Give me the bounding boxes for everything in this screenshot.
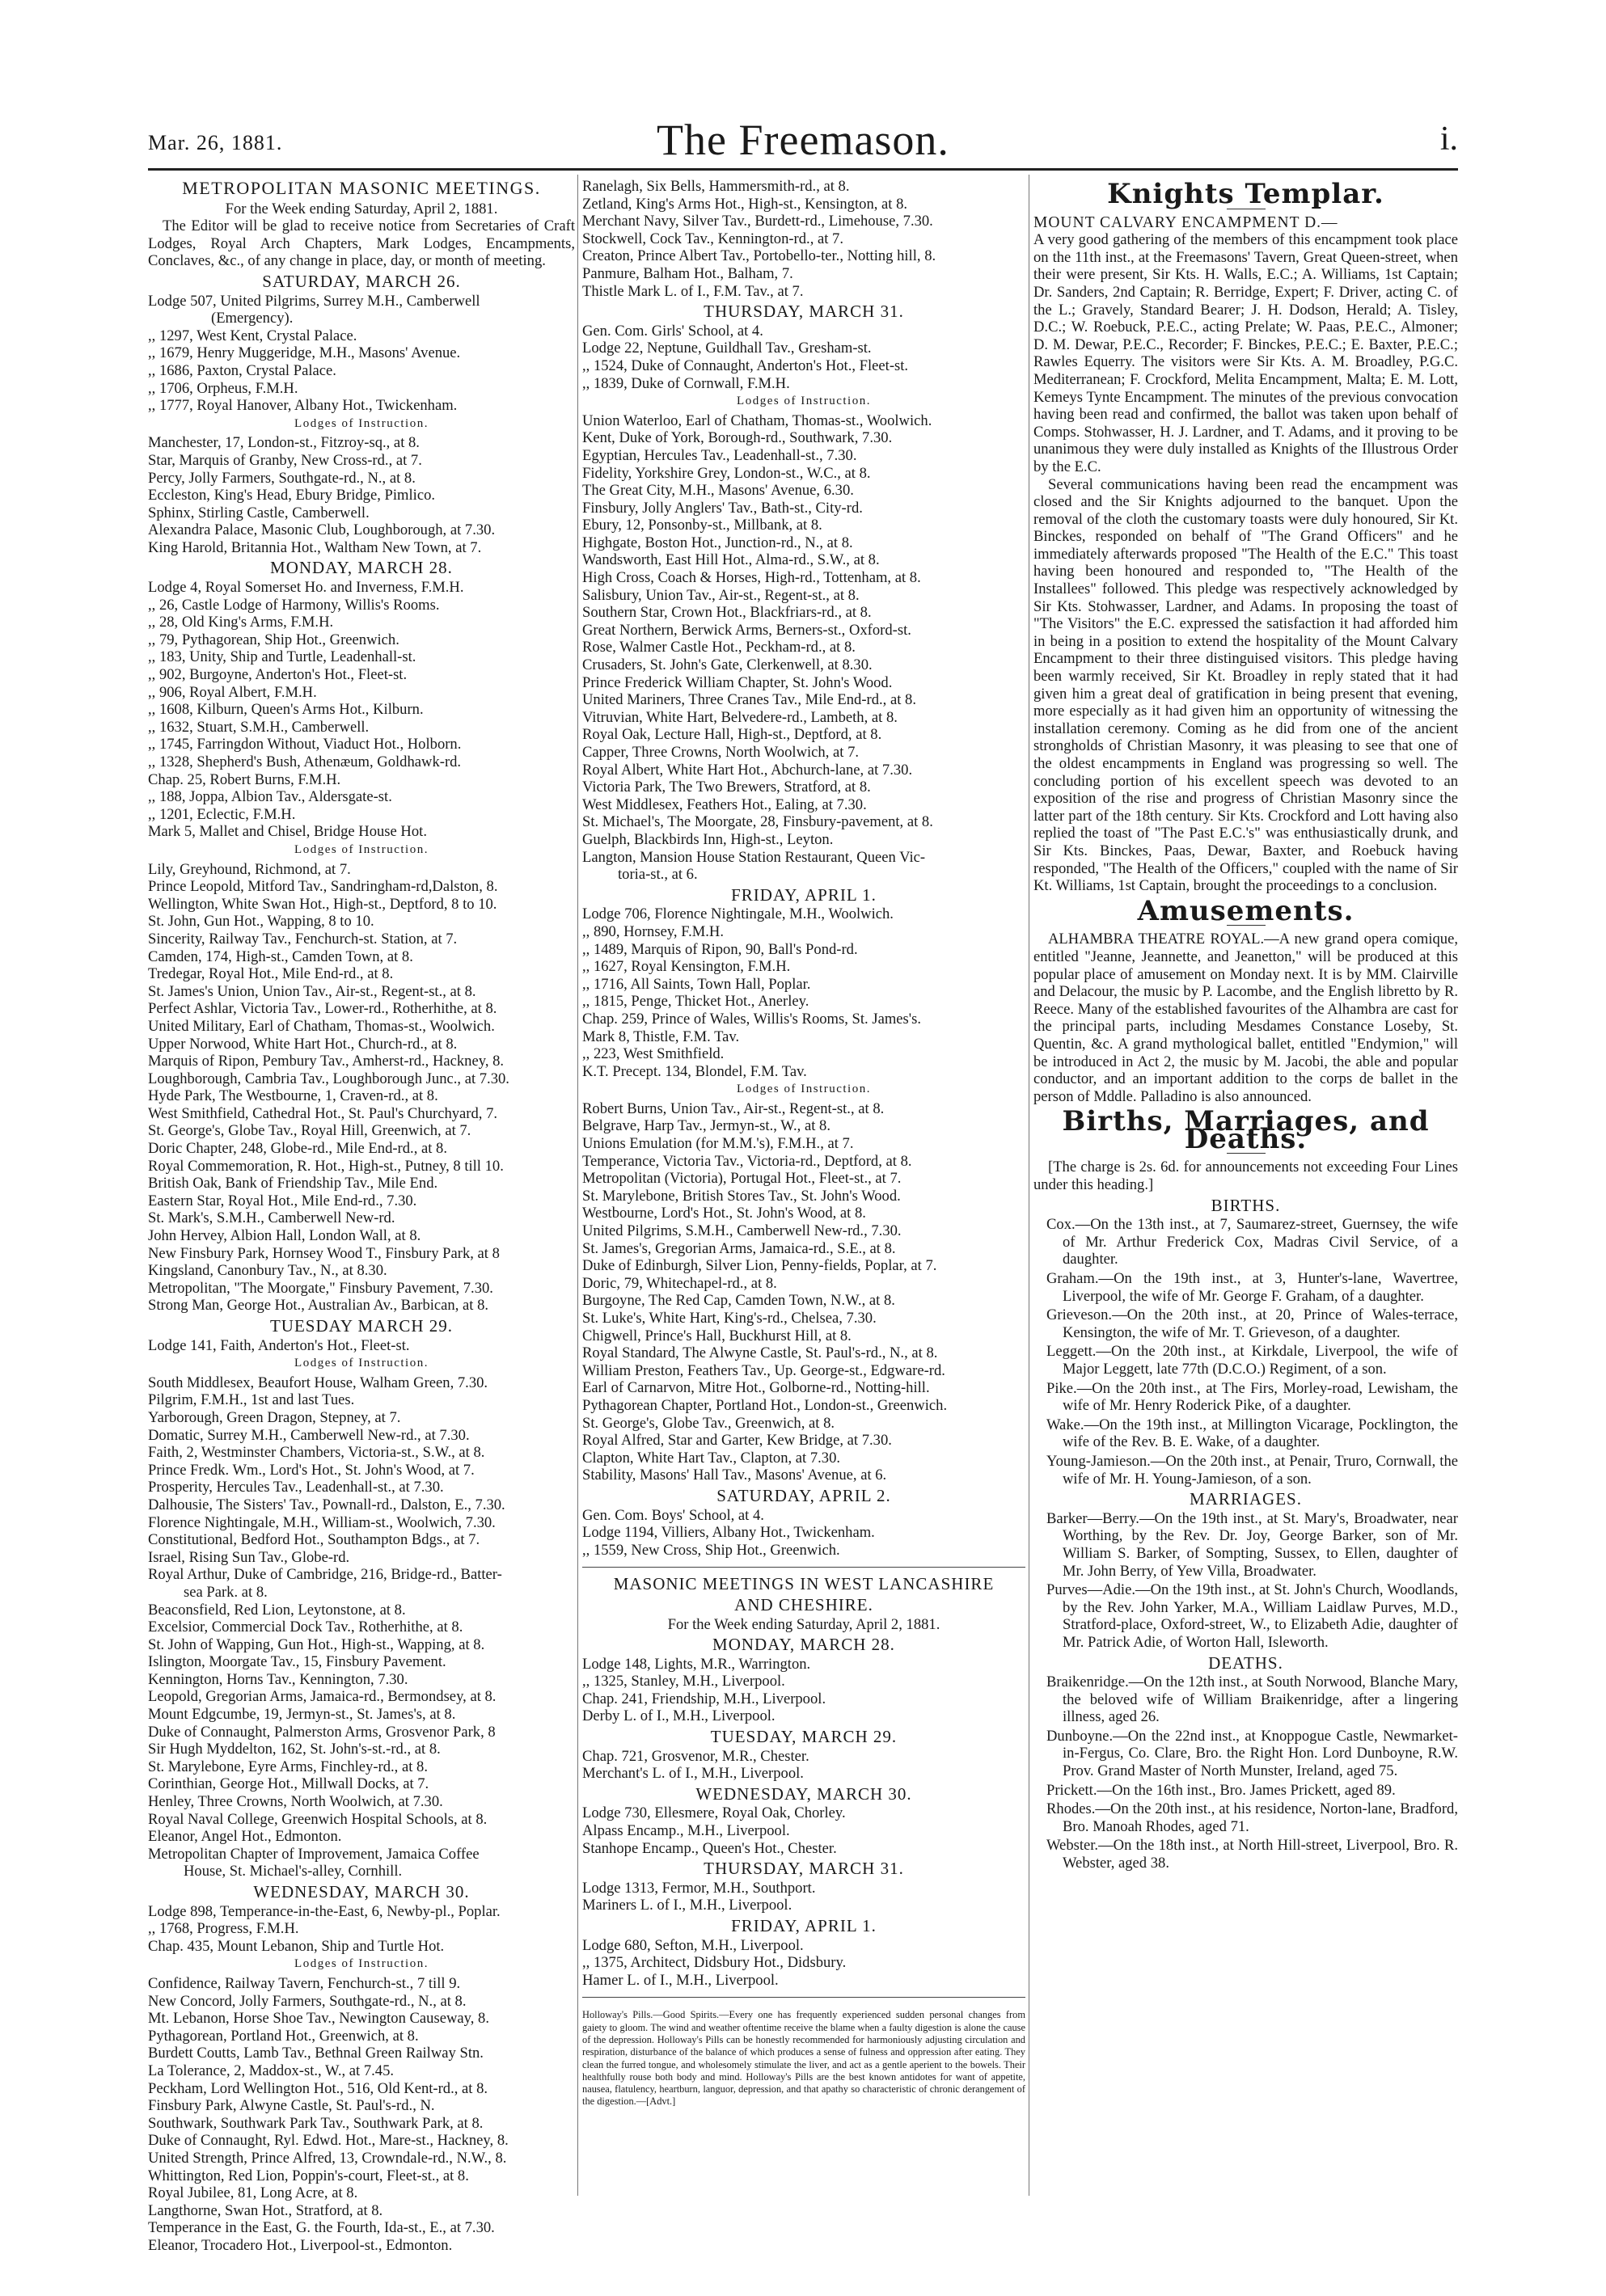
listing-line: Southern Star, Crown Hot., Blackfriars-rd., at 8. (582, 604, 872, 622)
masthead (148, 115, 1458, 171)
listing-line: British Oak, Bank of Friendship Tav., Mile End. (148, 1175, 438, 1192)
listing-line: (Emergency). (211, 310, 294, 327)
listing-line: Union Waterloo, Earl of Chatham, Thomas-st., Woolwich. (582, 412, 932, 429)
listing-line: St. Mark's, S.M.H., Camberwell New-rd. (148, 1209, 395, 1227)
announcement-entry: Wake.—On the 19th inst., at Millington Vicarage, Pocklington, the wife of the Rev. B. E. Wake, of a daughter. (1046, 1416, 1458, 1451)
listing-line: The Great City, M.H., Masons' Avenue, 6.30. (582, 482, 854, 500)
listing-line: Mark 8, Thistle, F.M. Tav. (582, 1028, 740, 1045)
listing-line: La Tolerance, 2, Maddox-st., W., at 7.45. (148, 2062, 395, 2079)
listing-line: Percy, Jolly Farmers, Southgate-rd., N., at 8. (148, 469, 416, 487)
paragraph: The Editor will be glad to receive notice from Secretaries of Craft Lodges, Royal Arch Chapters, Mark Lodges, Encampments, Conclaves, &c., of any change in place, day, or month of meeting. (148, 217, 575, 270)
listing-line: Pythagorean, Portland Hot., Greenwich, at 8. (148, 2027, 419, 2045)
day-heading: BIRTHS. (1211, 1195, 1281, 1215)
listing-line: Chigwell, Prince's Hall, Buckhurst Hill, at 8. (582, 1327, 852, 1344)
listing-line: Royal Alfred, Star and Garter, Kew Bridge, at 7.30. (582, 1432, 892, 1450)
listing-line: Tredegar, Royal Hot., Mile End-rd., at 8. (148, 965, 394, 983)
day-heading: TUESDAY, MARCH 29. (710, 1727, 898, 1747)
subheading: Lodges of Instruction. (294, 842, 429, 856)
listing-line: ,, 1839, Duke of Cornwall, F.M.H. (582, 374, 790, 392)
listing-line: Pilgrim, F.M.H., 1st and last Tues. (148, 1391, 355, 1409)
section-heading: Amusements. (1137, 894, 1355, 927)
paragraph: ALHAMBRA THEATRE ROYAL.—A new grand opera comique, entitled "Jeanne, Jeannette, and Jeanetton," will be produced at this popular place of amusement on Monday next. It is by MM. Clairville and Delacour, the music by P. Lacombe, and the English libretto by R. Reece. Many of the established favourites of the Alhambra are cast for the principal parts, including Mesdames Constance Loseby, St. Quentin, &c. A grand mythological ballet, entitled "Endymion," will be introduced in Act 2, the music by M. Jacobi, the able and popular conductor, and an important addition to the corps de ballet in the person of Mddle. Palladino is also announced. (1033, 931, 1458, 1105)
listing-line: Finsbury Park, Alwyne Castle, St. Paul's-rd., N. (148, 2097, 435, 2115)
listing-line: Panmure, Balham Hot., Balham, 7. (582, 264, 793, 282)
listing-line: toria-st., at 6. (618, 866, 698, 884)
listing-line: Sincerity, Railway Tav., Fenchurch-st. Station, at 7. (148, 930, 458, 948)
subtitle: For the Week ending Saturday, April 2, 1881. (225, 200, 498, 217)
listing-line: Gen. Com. Boys' School, at 4. (582, 1506, 764, 1524)
announcement-entry: Graham.—On the 19th inst., at 3, Hunter's-lane, Wavertree, Liverpool, the wife of Mr. George F. Graham, of a daughter. (1046, 1270, 1458, 1305)
listing-line: Star, Marquis of Granby, New Cross-rd., at 7. (148, 451, 422, 469)
listing-line: Sir Hugh Myddelton, 162, St. John's-st.-rd., at 8. (148, 1741, 441, 1758)
paragraph-lead: MOUNT CALVARY ENCAMPMENT D.— (1033, 213, 1338, 231)
listing-line: ,, 1686, Paxton, Crystal Palace. (148, 361, 336, 379)
issue-date: Mar. 26, 1881. (148, 131, 283, 154)
listing-line: Eccleston, King's Head, Ebury Bridge, Pimlico. (148, 487, 436, 504)
newspaper-title: The Freemason. (657, 116, 949, 164)
announcement-entry: Braikenridge.—On the 12th inst., at South Norwood, Blanche Mary, the beloved wife of William Braikenridge, after a lingering illness, aged 26. (1046, 1673, 1458, 1726)
listing-line: United Mariners, Three Cranes Tav., Mile End-rd., at 8. (582, 691, 916, 709)
listing-line: Leopold, Gregorian Arms, Jamaica-rd., Bermondsey, at 8. (148, 1688, 497, 1706)
listing-line: Westbourne, Lord's Hot., St. John's Wood, at 8. (582, 1205, 866, 1222)
listing-line: Burdett Coutts, Lamb Tav., Bethnal Green Railway Stn. (148, 2045, 484, 2062)
listing-line: ,, 1627, Royal Kensington, F.M.H. (582, 958, 791, 976)
listing-line: Duke of Edinburgh, Silver Lion, Penny-fields, Poplar, at 7. (582, 1257, 937, 1275)
listing-line: Temperance in the East, G. the Fourth, Ida-st., E., at 7.30. (148, 2219, 495, 2237)
announcement-entry: Grieveson.—On the 20th inst., at 20, Prince of Wales-terrace, Kensington, the wife of Mr. T. Grieveson, of a daughter. (1046, 1306, 1458, 1341)
listing-line: Egyptian, Hercules Tav., Leadenhall-st., 7.30. (582, 446, 857, 464)
listing-line: Lodge 730, Ellesmere, Royal Oak, Chorley. (582, 1804, 846, 1822)
listing-line: ,, 1745, Farringdon Without, Viaduct Hot., Holborn. (148, 736, 462, 753)
listing-line: Lodge 4, Royal Somerset Ho. and Inverness, F.M.H. (148, 579, 464, 597)
listing-line: ,, 1559, New Cross, Ship Hot., Greenwich. (582, 1541, 840, 1559)
listing-line: Mark 5, Mallet and Chisel, Bridge House Hot. (148, 823, 427, 841)
listing-line: Zetland, King's Arms Hot., High-st., Kensington, at 8. (582, 195, 908, 213)
section-heading: Births, Marriages, and Deaths. (1062, 1105, 1430, 1155)
listing-line: ,, 1375, Architect, Didsbury Hot., Didsbury. (582, 1954, 847, 1972)
listing-line: sea Park. at 8. (184, 1583, 268, 1601)
day-heading: SATURDAY, MARCH 26. (262, 271, 461, 291)
listing-line: Royal Albert, White Hart Hot., Abchurch-lane, at 7.30. (582, 761, 913, 779)
listing-line: Hamer L. of I., M.H., Liverpool. (582, 1971, 779, 1989)
listing-line: Langton, Mansion House Station Restaurant, Queen Vic- (582, 848, 926, 866)
subheading: Lodges of Instruction. (294, 1357, 429, 1370)
advertisement: Holloway's Pills.—Good Spirits.—Every one has frequently experienced sudden personal changes from gaiety to gloom. The wind and weather oftentime receive the blame when a faulty digestion is alone the cause of the depression. Holloway's Pills can be honestly recommended for harmoniously adjusting circulation and respiration, disturbance of the balance of which produces a sense of fulness and oppression after eating. They clean the furred tongue, and wholesomely stimulate the liver, and act as a gentle aperient to the bowels. Their healthfully rouse both body and mind. Holloway's Pills are the best known antidotes for want of appetite, nausea, flatulency, heartburn, languor, depression, and that apathy so characteristic of chronic derangement of the digestion.—[Advt.] (582, 2009, 1025, 2108)
listing-line: Prince Frederick William Chapter, St. John's Wood. (582, 673, 893, 691)
listing-line: St. James's Union, Union Tav., Air-st., Regent-st., at 8. (148, 982, 476, 1000)
listing-line: ,, 1201, Eclectic, F.M.H. (148, 805, 296, 823)
listing-line: ,, 1489, Marquis of Ripon, 90, Ball's Pond-rd. (582, 940, 858, 958)
listing-line: K.T. Precept. 134, Blondel, F.M. Tav. (582, 1062, 807, 1080)
column-meetings-continued (582, 178, 1025, 2108)
day-heading: AND CHESHIRE. (734, 1594, 873, 1614)
listing-line: Lodge 706, Florence Nightingale, M.H., Woolwich. (582, 905, 894, 923)
day-heading: DEATHS. (1208, 1652, 1283, 1673)
divider (582, 1567, 1025, 1568)
listing-line: Duke of Connaught, Ryl. Edwd. Hot., Mare-st., Hackney, 8. (148, 2132, 509, 2150)
listing-line: Rose, Walmer Castle Hot., Peckham-rd., at 8. (582, 639, 856, 656)
paragraph-body: A very good gathering of the members of this encampment took place on the 11th inst., at the Freemasons' Tavern, Great Queen-street, when their were present, Sir Kts. H. Walls, E.C.; A. Williams, 1st Captain; Dr. Sanders, 2nd Captain; R. Berridge, Expert; F. Driver, acting C. of the L.; Gravely, Standard Bearer; J. H. Dodson, Herald; A. Tisley, D.C.; W. Roebuck, P.E.C., acting Prelate; W. Paas, P.E.C., Almoner; D. M. Dewar, P.E.C., Recorder; F. Binckes, P.E.C.; E. Baxter, P.E.C.; Rawles Equerry. The visitors were Sir Kts. A. M. Broadley, P.G.C. Mediterranean; F. Crockford, Melita Encampment, Malta; E. M. Lott, Kemeys Tynte Encampment. The minutes of the previous convocation having been read and confirmed, the ballot was taken upon behalf of Comps. Stohwasser, H. J. Lardner, and T. Adams, and it proving to be unanimous they were duly installed as Knights of the Illustrous Order by the E.C. (1033, 231, 1458, 475)
listing-line: West Smithfield, Cathedral Hot., St. Paul's Churchyard, 7. (148, 1104, 498, 1122)
subheading: Lodges of Instruction. (737, 395, 871, 408)
listing-line: Constitutional, Bedford Hot., Southampton Bdgs., at 7. (148, 1531, 480, 1549)
listing-line: Chap. 241, Friendship, M.H., Liverpool. (582, 1690, 826, 1707)
listing-line: Vitruvian, White Hart, Belvedere-rd., Lambeth, at 8. (582, 708, 898, 726)
listing-line: Merchant Navy, Silver Tav., Burdett-rd., Limehouse, 7.30. (582, 213, 933, 230)
listing-line: Eleanor, Trocadero Hot., Liverpool-st., Edmonton. (148, 2236, 453, 2254)
listing-line: Temperance, Victoria Tav., Victoria-rd., Deptford, at 8. (582, 1152, 912, 1170)
announcement-entry: Prickett.—On the 16th inst., Bro. James Prickett, aged 89. (1046, 1781, 1396, 1799)
announcement-entry: Pike.—On the 20th inst., at The Firs, Morley-road, Lewisham, the wife of Mr. Henry Roderick Pike, of a daughter. (1046, 1379, 1458, 1415)
listing-line: Islington, Moorgate Tav., 15, Finsbury Pavement. (148, 1653, 446, 1671)
listing-line: St. George's, Globe Tav., Royal Hill, Greenwich, at 7. (148, 1122, 471, 1140)
listing-line: Crusaders, St. John's Gate, Clerkenwell, at 8.30. (582, 656, 873, 674)
listing-line: Langthorne, Swan Hot., Stratford, at 8. (148, 2201, 383, 2219)
section-heading: Knights Templar. (1107, 178, 1384, 210)
listing-line: House, St. Michael's-alley, Cornhill. (184, 1863, 403, 1880)
listing-line: Pythagorean Chapter, Portland Hot., London-st., Greenwich. (582, 1396, 948, 1414)
listing-line: St. James's, Gregorian Arms, Jamaica-rd., S.E., at 8. (582, 1239, 896, 1257)
listing-line: Alpass Encamp., M.H., Liverpool. (582, 1822, 790, 1840)
listing-line: Metropolitan, "The Moorgate," Finsbury Pavement, 7.30. (148, 1279, 493, 1297)
listing-line: Wellington, White Swan Hot., High-st., Deptford, 8 to 10. (148, 895, 497, 913)
column-notices (1033, 178, 1458, 1874)
announcement-entry: Purves—Adie.—On the 19th inst., at St. John's Church, Woodlands, by the Rev. John Yarker, M.A., William Laidlaw Purves, M.D., Stratford-place, Oxford-street, W., to Elizabeth Adie, daughter of Mr. Patrick Adie, of Worton Hall, Isleworth. (1046, 1581, 1458, 1651)
listing-line: Thistle Mark L. of I., F.M. Tav., at 7. (582, 282, 804, 300)
listing-line: ,, 1608, Kilburn, Queen's Arms Hot., Kilburn. (148, 701, 424, 719)
listing-line: Perfect Ashlar, Victoria Tav., Lower-rd., Rotherhithe, at 8. (148, 1000, 497, 1018)
listing-line: New Concord, Jolly Farmers, Southgate-rd., N., at 8. (148, 1992, 467, 2010)
listing-line: Derby L. of I., M.H., Liverpool. (582, 1707, 776, 1725)
listing-line: Metropolitan Chapter of Improvement, Jamaica Coffee (148, 1845, 480, 1863)
listing-line: Clapton, White Hart Tav., Clapton, at 7.30. (582, 1449, 841, 1467)
listing-line: Chap. 25, Robert Burns, F.M.H. (148, 770, 341, 788)
day-heading: MONDAY, MARCH 28. (712, 1635, 895, 1655)
divider (582, 1997, 1025, 1998)
listing-line: Lodge 898, Temperance-in-the-East, 6, Newby-pl., Poplar. (148, 1902, 501, 1920)
listing-line: Domatic, Surrey M.H., Camberwell New-rd., at 7.30. (148, 1426, 470, 1444)
day-heading: FRIDAY, APRIL 1. (731, 884, 877, 905)
announcement-entry: Rhodes.—On the 20th inst., at his residence, Norton-lane, Bradford, Bro. Manoah Rhodes, aged 71. (1046, 1800, 1458, 1835)
day-heading: FRIDAY, APRIL 1. (731, 1916, 877, 1935)
listing-line: Royal Commemoration, R. Hot., High-st., Putney, 8 till 10. (148, 1157, 504, 1175)
paragraph: Several communications having been read the encampment was closed and the Sir Knights adjourned to the banquet. Upon the removal of the cloth the customary toasts were duly honoured, Sir Kt. Binckes, responded on behalf of "The Grand Officers" and he immediately afterwards proposed "The Health of the E.C." This toast having been honoured and responded to, "The Health of the Installees" followed. This pledge was respectively acknowledged by Sir Kts. Stohwasser, Lardner, and Adams. In proposing the toast of "The Visitors" the E.C. expressed the satisfaction it had afforded him in being in a position to extend the hospitality of the Mount Calvary Encampment to their three distinguised visitors. This pledge having been warmly received, Sir Kt. Broadley in reply stated that it had given him a great deal of gratification in being present that evening, more especially as it had given him an opportunity of witnessing the installation ceremony. Coming as he did from one of the ancient strongholds of Christian Masonry, it was pleasing to see that one of the oldest encampments in England was progressing so well. The concluding portion of his excellent speech was devoted to an exposition of the rise and progress of Christian Masonry since the latter part of the 18th century. Sir Kts. Crockford and Lott having also replied the toast of "The Past E.C.'s" was enthusiastically drunk, and Sir Kts. Binckes, Paas, Dewar, Baxter, and Roebuck having responded, "The Health of the Officers," coupled with the name of Sir Kt. Williams, 1st Captain, brought the proceedings to a conclusion. (1033, 475, 1458, 895)
listing-line: Mount Edgcumbe, 19, Jermyn-st., St. James's, at 8. (148, 1706, 456, 1724)
subheading: Lodges of Instruction. (294, 1957, 429, 1971)
listing-line: Royal Jubilee, 81, Long Acre, at 8. (148, 2184, 358, 2202)
day-heading: MARRIAGES. (1190, 1489, 1302, 1509)
announcement-entry: Dunboyne.—On the 22nd inst., at Knoppogue Castle, Newmarket-in-Fergus, Co. Clare, Bro. the Right Hon. Lord Dunboyne, R.W. Prov. Grand Master of North Munster, Ireland, aged 75. (1046, 1727, 1458, 1780)
day-heading: MONDAY, MARCH 28. (270, 558, 453, 578)
listing-line: Kingsland, Canonbury Tav., N., at 8.30. (148, 1262, 387, 1280)
masthead-rule (148, 168, 1458, 171)
listing-line: Creaton, Prince Albert Tav., Portobello-ter., Notting hill, 8. (582, 247, 936, 265)
listing-line: ,, 1524, Duke of Connaught, Anderton's Hot., Fleet-st. (582, 357, 909, 374)
listing-line: Lodge 148, Lights, M.R., Warrington. (582, 1655, 811, 1673)
listing-line: St. John, Gun Hot., Wapping, 8 to 10. (148, 913, 374, 931)
listing-line: ,, 1325, Stanley, M.H., Liverpool. (582, 1673, 785, 1690)
listing-line: St. George's, Globe Tav., Greenwich, at 8. (582, 1414, 835, 1432)
listing-line: Corinthian, George Hot., Millwall Docks, at 7. (148, 1775, 429, 1793)
listing-line: Sphinx, Stirling Castle, Camberwell. (148, 504, 370, 521)
listing-line: Mt. Lebanon, Horse Shoe Tav., Newington Causeway, 8. (148, 2010, 489, 2028)
listing-line: St. Michael's, The Moorgate, 28, Finsbury-pavement, at 8. (582, 813, 933, 831)
day-heading: TUESDAY MARCH 29. (269, 1316, 454, 1336)
paragraph: [The charge is 2s. 6d. for announcements not exceeding Four Lines under this heading.] (1033, 1159, 1458, 1194)
listing-line: Manchester, 17, London-st., Fitzroy-sq., at 8. (148, 434, 420, 452)
listing-line: New Finsbury Park, Hornsey Wood T., Finsbury Park, at 8 (148, 1244, 500, 1262)
listing-line: Upper Norwood, White Hart Hot., Church-rd., at 8. (148, 1035, 458, 1053)
listing-line: ,, 1706, Orpheus, F.M.H. (148, 379, 298, 397)
listing-line: Ranelagh, Six Bells, Hammersmith-rd., at 8. (582, 178, 850, 195)
listing-line: High Cross, Coach & Horses, High-rd., Tottenham, at 8. (582, 569, 921, 587)
listing-line: ,, 1328, Shepherd's Bush, Athenæum, Goldhawk-rd. (148, 753, 462, 770)
day-heading: SATURDAY, APRIL 2. (716, 1485, 891, 1505)
listing-line: Stanhope Encamp., Queen's Hot., Chester. (582, 1839, 837, 1857)
listing-line: ,, 79, Pythagorean, Ship Hot., Greenwich. (148, 631, 399, 648)
listing-line: Duke of Connaught, Palmerston Arms, Grosvenor Park, 8 (148, 1723, 496, 1741)
listing-line: William Preston, Feathers Tav., Up. George-st., Edgware-rd. (582, 1361, 945, 1379)
listing-line: Mariners L. of I., M.H., Liverpool. (582, 1897, 792, 1914)
listing-line: Chap. 435, Mount Lebanon, Ship and Turtle Hot. (148, 1937, 445, 1955)
listing-line: ,, 1632, Stuart, S.M.H., Camberwell. (148, 718, 370, 736)
day-heading: WEDNESDAY, MARCH 30. (695, 1783, 912, 1804)
listing-line: Royal Arthur, Duke of Cambridge, 216, Bridge-rd., Batter- (148, 1566, 502, 1584)
listing-line: Unions Emulation (for M.M.'s), F.M.H., at 7. (582, 1135, 854, 1153)
listing-line: ,, 188, Joppa, Albion Tav., Aldersgate-st. (148, 788, 392, 806)
listing-line: St. John of Wapping, Gun Hot., High-st., Wapping, at 8. (148, 1635, 485, 1653)
listing-line: Lodge 141, Faith, Anderton's Hot., Fleet-st. (148, 1336, 410, 1354)
listing-line: Strong Man, George Hot., Australian Av., Barbican, at 8. (148, 1297, 489, 1315)
listing-line: ,, 1777, Royal Hanover, Albany Hot., Twickenham. (148, 397, 458, 415)
listing-line: Chap. 259, Prince of Wales, Willis's Rooms, St. James's. (582, 1010, 922, 1028)
listing-line: ,, 223, West Smithfield. (582, 1045, 725, 1063)
listing-line: ,, 26, Castle Lodge of Harmony, Willis's Rooms. (148, 596, 440, 614)
listing-line: Guelph, Blackbirds Inn, High-st., Leyton. (582, 830, 834, 848)
subtitle: For the Week ending Saturday, April 2, 1881. (667, 1615, 940, 1633)
listing-line: Ebury, 12, Ponsonby-st., Millbank, at 8. (582, 517, 822, 534)
listing-line: Henley, Three Crowns, North Woolwich, at 7.30. (148, 1793, 443, 1811)
listing-line: United Strength, Prince Alfred, 13, Crowndale-rd., N.W., 8. (148, 2149, 507, 2167)
listing-line: ,, 906, Royal Albert, F.M.H. (148, 683, 317, 701)
subheading: Lodges of Instruction. (737, 1083, 871, 1096)
listing-line: Earl of Carnarvon, Mitre Hot., Golborne-rd., Notting-hill. (582, 1379, 930, 1397)
listing-line: United Pilgrims, S.M.H., Camberwell New-rd., 7.30. (582, 1222, 902, 1240)
page-number: i. (1439, 120, 1458, 158)
announcement-entry: Barker—Berry.—On the 19th inst., at St. Mary's, Broadwater, near Worthing, by the Rev. Dr. Joy, George Barker, son of Mr. William S. Barker, of Sompting, Sussex, to Ellen, daughter of Mr. John Berry, of Yew Villa, Broadwater. (1046, 1509, 1458, 1580)
listing-line: Lodge 507, United Pilgrims, Surrey M.H., Camberwell (148, 292, 480, 310)
listing-line: Metropolitan (Victoria), Portugal Hot., Fleet-st., at 7. (582, 1170, 902, 1188)
listing-line: Beaconsfield, Red Lion, Leytonstone, at 8. (148, 1601, 406, 1619)
listing-line: Eleanor, Angel Hot., Edmonton. (148, 1828, 342, 1846)
listing-line: ,, 28, Old King's Arms, F.M.H. (148, 614, 334, 631)
day-heading: MASONIC MEETINGS IN WEST LANCASHIRE (613, 1574, 995, 1594)
listing-line: Kennington, Horns Tav., Kennington, 7.30. (148, 1670, 408, 1688)
listing-line: Great Northern, Berwick Arms, Berners-st., Oxford-st. (582, 621, 911, 639)
day-heading: THURSDAY, MARCH 31. (704, 302, 904, 322)
listing-line: Peckham, Lord Wellington Hot., 516, Old Kent-rd., at 8. (148, 2079, 488, 2097)
announcement-entry: Young-Jamieson.—On the 20th inst., at Penair, Truro, Cornwall, the wife of Mr. H. Young-Jamieson, of a son. (1046, 1452, 1458, 1488)
listing-line: Highgate, Boston Hot., Junction-rd., N., at 8. (582, 534, 853, 551)
listing-line: Merchant's L. of I., M.H., Liverpool. (582, 1765, 804, 1783)
listing-line: Royal Naval College, Greenwich Hospital Schools, at 8. (148, 1810, 488, 1828)
listing-line: John Hervey, Albion Hall, London Wall, at 8. (148, 1227, 421, 1245)
listing-line: Loughborough, Cambria Tav., Loughborough Junc., at 7.30. (148, 1070, 509, 1087)
listing-line: Gen. Com. Girls' School, at 4. (582, 322, 763, 340)
listing-line: Stockwell, Cock Tav., Kennington-rd., at 7. (582, 230, 844, 247)
listing-line: Lodge 1194, Villiers, Albany Hot., Twickenham. (582, 1524, 875, 1542)
listing-line: Stability, Masons' Hall Tav., Masons' Avenue, at 6. (582, 1467, 887, 1484)
listing-line: Florence Nightingale, M.H., William-st., Woolwich, 7.30. (148, 1513, 496, 1531)
listing-line: Whittington, Red Lion, Poppin's-court, Fleet-st., at 8. (148, 2167, 469, 2184)
listing-line: Southwark, Southwark Park Tav., Southwark Park, at 8. (148, 2114, 484, 2132)
listing-line: Faith, 2, Westminster Chambers, Victoria-st., S.W., at 8. (148, 1444, 485, 1462)
listing-line: ,, 183, Unity, Ship and Turtle, Leadenhall-st. (148, 648, 416, 666)
listing-line: ,, 890, Hornsey, F.M.H. (582, 922, 724, 940)
day-heading: WEDNESDAY, MARCH 30. (253, 1882, 470, 1901)
listing-line: Royal Standard, The Alwyne Castle, St. Paul's-rd., N., at 8. (582, 1344, 938, 1362)
listing-line: Lodge 22, Neptune, Guildhall Tav., Gresham-st. (582, 340, 872, 357)
listing-line: Israel, Rising Sun Tav., Globe-rd. (148, 1548, 350, 1566)
listing-line: St. Marylebone, Eyre Arms, Finchley-rd., at 8. (148, 1758, 428, 1775)
listing-line: West Middlesex, Feathers Hot., Ealing, at 7.30. (582, 796, 867, 813)
listing-line: Excelsior, Commercial Dock Tav., Rotherhithe, at 8. (148, 1619, 463, 1636)
section-heading: METROPOLITAN MASONIC MEETINGS. (182, 178, 541, 198)
listing-line: ,, 1679, Henry Muggeridge, M.H., Masons' Avenue. (148, 344, 461, 362)
listing-line: Marquis of Ripon, Pembury Tav., Amherst-rd., Hackney, 8. (148, 1053, 505, 1070)
listing-line: Capper, Three Crowns, North Woolwich, at 7. (582, 744, 860, 761)
listing-line: Royal Oak, Lecture Hall, High-st., Deptford, at 8. (582, 726, 882, 744)
listing-line: Victoria Park, The Two Brewers, Stratford, at 8. (582, 779, 871, 796)
listing-line: Salisbury, Union Tav., Air-st., Regent-st., at 8. (582, 586, 860, 604)
listing-line: Prince Leopold, Mitford Tav., Sandringham-rd,Dalston, 8. (148, 878, 498, 896)
announcement-entry: Leggett.—On the 20th inst., at Kirkdale, Liverpool, the wife of Major Leggett, late 77th (D.C.O.) Regiment, of a son. (1046, 1343, 1458, 1378)
column-divider (577, 175, 578, 2196)
listing-line: Hyde Park, The Westbourne, 1, Craven-rd., at 8. (148, 1087, 438, 1105)
listing-line: Alexandra Palace, Masonic Club, Loughborough, at 7.30. (148, 521, 496, 539)
listing-line: Burgoyne, The Red Cap, Camden Town, N.W., at 8. (582, 1292, 895, 1310)
listing-line: ,, 902, Burgoyne, Anderton's Hot., Fleet-st. (148, 666, 408, 684)
listing-line: Lily, Greyhound, Richmond, at 7. (148, 860, 351, 878)
listing-line: Yarborough, Green Dragon, Stepney, at 7. (148, 1408, 401, 1426)
listing-line: St. Luke's, White Hart, King's-rd., Chelsea, 7.30. (582, 1310, 877, 1327)
listing-line: Belgrave, Harp Tav., Jermyn-st., W., at 8. (582, 1117, 830, 1135)
listing-line: South Middlesex, Beaufort House, Walham Green, 7.30. (148, 1374, 488, 1391)
listing-line: Kent, Duke of York, Borough-rd., Southwark, 7.30. (582, 429, 893, 447)
listing-line: Robert Burns, Union Tav., Air-st., Regent-st., at 8. (582, 1099, 885, 1117)
announcement-entry: Webster.—On the 18th inst., at North Hill-street, Liverpool, Bro. R. Webster, aged 38. (1046, 1837, 1458, 1872)
listing-line: Chap. 721, Grosvenor, M.R., Chester. (582, 1747, 809, 1765)
listing-line: Confidence, Railway Tavern, Fenchurch-st., 7 till 9. (148, 1974, 461, 1992)
listing-line: Prince Fredk. Wm., Lord's Hot., St. John's Wood, at 7. (148, 1461, 475, 1479)
listing-line: Fidelity, Yorkshire Grey, London-st., W.C., at 8. (582, 464, 871, 482)
listing-line: Eastern Star, Royal Hot., Mile End-rd., 7.30. (148, 1192, 417, 1209)
listing-line: Doric, 79, Whitechapel-rd., at 8. (582, 1274, 777, 1292)
listing-line: St. Marylebone, British Stores Tav., St. John's Wood. (582, 1187, 901, 1205)
listing-line: ,, 1768, Progress, F.M.H. (148, 1920, 299, 1938)
listing-line: Finsbury, Jolly Anglers' Tav., Bath-st., City-rd. (582, 499, 863, 517)
listing-line: King Harold, Britannia Hot., Waltham New Town, at 7. (148, 538, 482, 556)
listing-line: Dalhousie, The Sisters' Tav., Pownall-rd., Dalston, E., 7.30. (148, 1496, 505, 1513)
paragraph (1033, 214, 1458, 476)
listing-line: Wandsworth, East Hill Hot., Alma-rd., S.W., at 8. (582, 551, 880, 569)
listing-line: ,, 1297, West Kent, Crystal Palace. (148, 327, 357, 344)
listing-line: Lodge 1313, Fermor, M.H., Southport. (582, 1879, 816, 1897)
listing-line: ,, 1815, Penge, Thicket Hot., Anerley. (582, 993, 809, 1011)
listing-line: ,, 1716, All Saints, Town Hall, Poplar. (582, 975, 811, 993)
day-heading: THURSDAY, MARCH 31. (704, 1859, 904, 1879)
listing-line: Camden, 174, High-st., Camden Town, at 8. (148, 948, 413, 965)
listing-line: Doric Chapter, 248, Globe-rd., Mile End-rd., at 8. (148, 1140, 448, 1158)
listing-line: Prosperity, Hercules Tav., Leadenhall-st., at 7.30. (148, 1479, 444, 1496)
announcement-entry: Cox.—On the 13th inst., at 7, Saumarez-street, Guernsey, the wife of Mr. Arthur Frederick Cox, Madras Civil Service, of a daughter. (1046, 1216, 1458, 1268)
subheading: Lodges of Instruction. (294, 416, 429, 430)
column-metropolitan-meetings (148, 178, 575, 2254)
listing-line: Lodge 680, Sefton, M.H., Liverpool. (582, 1936, 804, 1954)
listing-line: United Military, Earl of Chatham, Thomas-st., Woolwich. (148, 1017, 495, 1035)
